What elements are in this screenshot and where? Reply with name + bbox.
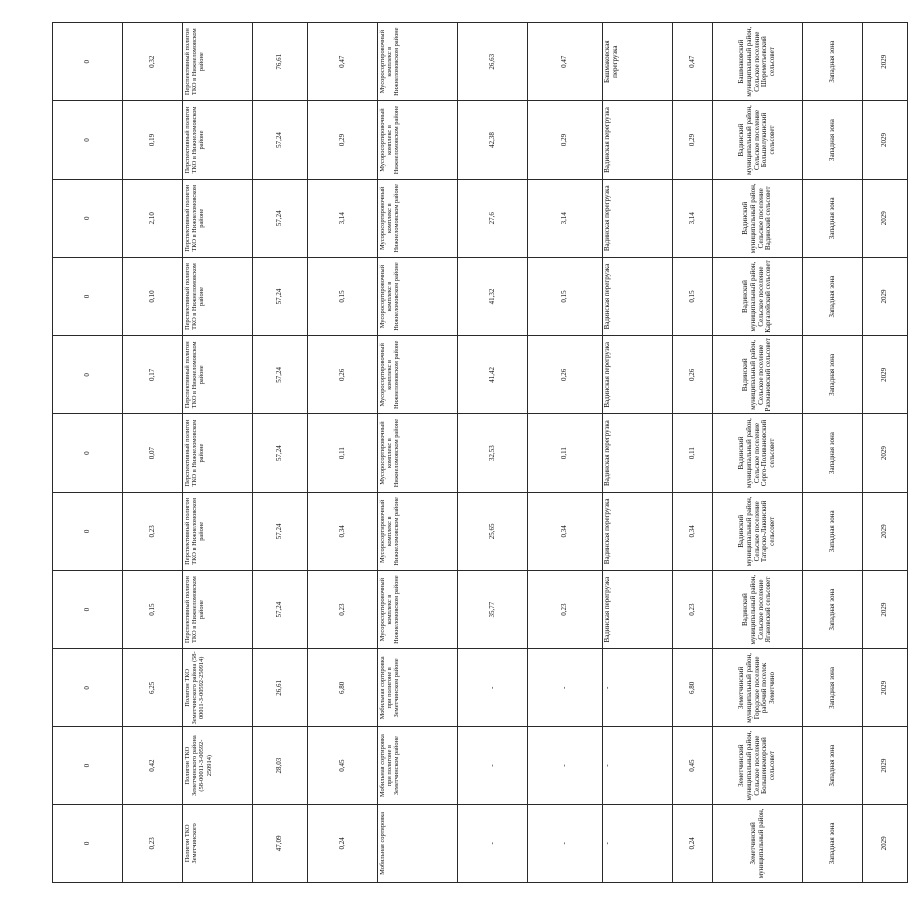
landfill-name-cell: Перспективный полигон ТКО в Нижнеломовском районе [183, 336, 253, 414]
transfer-station-cell: - [603, 727, 673, 804]
zone-cell: Западная зона [803, 23, 863, 101]
sorting-facility-cell: Мобильная сортировка [378, 804, 458, 882]
waste-flow-table [52, 22, 908, 883]
remainder-cell: 0 [53, 336, 123, 414]
landfill-name-cell: Перспективный полигон ТКО в Нижнеломовском районе [183, 257, 253, 335]
year-cell: 2029 [863, 23, 908, 101]
zone-cell: Западная зона [803, 492, 863, 570]
transfer-mass-cell: 0,15 [528, 257, 603, 335]
landfill-name-cell: Перспективный полигон ТКО в Нижнеломовском районе [183, 414, 253, 492]
municipality-cell: Вадинский муниципальный район, Сельское поселение Рахмановский сельсовет [713, 336, 803, 414]
table-row [603, 23, 673, 883]
table-row [713, 23, 803, 883]
remainder-cell: 0 [53, 727, 123, 804]
sorting-facility-cell: Мусоросортировочный комплекс в Нижнеломовском районе [378, 492, 458, 570]
remainder-cell: 0 [53, 570, 123, 648]
sorting-percent-cell: 57,24 [253, 101, 308, 179]
generated-mass-cell: 3,14 [673, 179, 713, 257]
sorting-mass-cell: 0,24 [308, 804, 378, 882]
sorting-percent-cell: 47,09 [253, 804, 308, 882]
generated-mass-cell: 0,34 [673, 492, 713, 570]
zone-cell: Западная зона [803, 804, 863, 882]
landfill-name-cell: Полигон ТКО Земетчинского района (58-00011-З-00592-250914) [183, 649, 253, 727]
table-row [528, 23, 603, 883]
table-row [308, 23, 378, 883]
transfer-station-cell: Вадинская перегрузка [603, 492, 673, 570]
transfer-percent-cell: 32,53 [458, 414, 528, 492]
sorting-percent-cell: 28,03 [253, 727, 308, 804]
municipality-cell: Вадинский муниципальный район, Сельское поселение Большелукинский сельсовет [713, 101, 803, 179]
transfer-percent-cell: 27,6 [458, 179, 528, 257]
table-row [863, 23, 908, 883]
landfill-mass-cell: 0,23 [123, 804, 183, 882]
year-cell: 2029 [863, 492, 908, 570]
generated-mass-cell: 0,47 [673, 23, 713, 101]
sorting-percent-cell: 57,24 [253, 414, 308, 492]
landfill-name-cell: Полигон ТКО Земетчинского [183, 804, 253, 882]
year-cell: 2029 [863, 179, 908, 257]
landfill-mass-cell: 0,15 [123, 570, 183, 648]
remainder-cell: 0 [53, 179, 123, 257]
year-cell: 2029 [863, 649, 908, 727]
sorting-mass-cell: 6,80 [308, 649, 378, 727]
municipality-cell: Башмаковский муниципальный район, Сельское поселение Шереметьевский сельсовет [713, 23, 803, 101]
generated-mass-cell: 0,26 [673, 336, 713, 414]
transfer-station-cell: Вадинская перегрузка [603, 414, 673, 492]
sorting-mass-cell: 0,11 [308, 414, 378, 492]
zone-cell: Западная зона [803, 727, 863, 804]
transfer-percent-cell: 41,32 [458, 257, 528, 335]
landfill-name-cell: Перспективный полигон ТКО в Нижнеломовском районе [183, 492, 253, 570]
sorting-facility-cell: Мобильная сортировка при полигоне в Земетчинском районе [378, 649, 458, 727]
year-cell: 2029 [863, 570, 908, 648]
year-cell: 2029 [863, 414, 908, 492]
transfer-mass-cell: 0,23 [528, 570, 603, 648]
transfer-mass-cell: 0,29 [528, 101, 603, 179]
remainder-cell: 0 [53, 101, 123, 179]
sorting-facility-cell: Мусоросортировочный комплекс в Нижнеломовском районе [378, 179, 458, 257]
zone-cell: Западная зона [803, 414, 863, 492]
sorting-mass-cell: 0,47 [308, 23, 378, 101]
zone-cell: Западная зона [803, 101, 863, 179]
landfill-mass-cell: 0,42 [123, 727, 183, 804]
landfill-name-cell: Перспективный полигон ТКО в Нижнеломовском районе [183, 101, 253, 179]
year-cell: 2029 [863, 727, 908, 804]
table-row [673, 23, 713, 883]
year-cell: 2029 [863, 257, 908, 335]
sorting-facility-cell: Мусоросортировочный комплекс в Нижнеломовском районе [378, 414, 458, 492]
landfill-mass-cell: 6,25 [123, 649, 183, 727]
transfer-percent-cell: - [458, 804, 528, 882]
transfer-percent-cell: - [458, 727, 528, 804]
sorting-facility-cell: Мусоросортировочный комплекс в Нижнеломовском районе [378, 23, 458, 101]
sorting-mass-cell: 0,45 [308, 727, 378, 804]
remainder-cell: 0 [53, 414, 123, 492]
landfill-mass-cell: 0,07 [123, 414, 183, 492]
sorting-facility-cell: Мусоросортировочный комплекс в Нижнеломовском районе [378, 257, 458, 335]
transfer-percent-cell: 42,38 [458, 101, 528, 179]
sorting-mass-cell: 0,26 [308, 336, 378, 414]
sorting-percent-cell: 57,24 [253, 336, 308, 414]
transfer-station-cell: - [603, 804, 673, 882]
sorting-facility-cell: Мусоросортировочный комплекс в Нижнеломовском районе [378, 570, 458, 648]
table-row [53, 23, 123, 883]
municipality-cell: Вадинский муниципальный район, Сельское поселение Ягановский сельсовет [713, 570, 803, 648]
generated-mass-cell: 0,15 [673, 257, 713, 335]
generated-mass-cell: 0,11 [673, 414, 713, 492]
table-row [378, 23, 458, 883]
sorting-percent-cell: 26,61 [253, 649, 308, 727]
remainder-cell: 0 [53, 649, 123, 727]
transfer-station-cell: Вадинская перегрузка [603, 336, 673, 414]
transfer-mass-cell: 0,47 [528, 23, 603, 101]
landfill-name-cell: Полигон ТКО Земетчинского района (58-00011-З-00592-250914) [183, 727, 253, 804]
municipality-cell: Вадинский муниципальный район, Сельское поселение Татарско-Лакинский сельсовет [713, 492, 803, 570]
sorting-percent-cell: 76,61 [253, 23, 308, 101]
year-cell: 2029 [863, 804, 908, 882]
generated-mass-cell: 0,23 [673, 570, 713, 648]
sorting-facility-cell: Мусоросортировочный комплекс в Нижнеломовском районе [378, 101, 458, 179]
transfer-percent-cell: 25,65 [458, 492, 528, 570]
municipality-cell: Земетчинский муниципальный район, Городское поселение рабочий поселок Земетчино [713, 649, 803, 727]
remainder-cell: 0 [53, 257, 123, 335]
transfer-mass-cell: 0,26 [528, 336, 603, 414]
sorting-percent-cell: 57,24 [253, 179, 308, 257]
landfill-mass-cell: 0,19 [123, 101, 183, 179]
transfer-station-cell: Башмаковская перегрузка [603, 23, 673, 101]
landfill-name-cell: Перспективный полигон ТКО в Нижнеломовском районе [183, 570, 253, 648]
generated-mass-cell: 0,29 [673, 101, 713, 179]
landfill-name-cell: Перспективный полигон ТКО в Нижнеломовском районе [183, 23, 253, 101]
year-cell: 2029 [863, 101, 908, 179]
generated-mass-cell: 0,45 [673, 727, 713, 804]
transfer-station-cell: Вадинская перегрузка [603, 570, 673, 648]
table-body [53, 23, 908, 883]
sorting-percent-cell: 57,24 [253, 570, 308, 648]
sorting-mass-cell: 0,23 [308, 570, 378, 648]
municipality-cell: Вадинский муниципальный район, Сельское поселение Каргалейский сельсовет [713, 257, 803, 335]
zone-cell: Западная зона [803, 179, 863, 257]
remainder-cell: 0 [53, 492, 123, 570]
municipality-cell: Земетчинский муниципальный район, Сельское поселение Большеижморский сельсовет [713, 727, 803, 804]
table-row [253, 23, 308, 883]
transfer-percent-cell: - [458, 649, 528, 727]
generated-mass-cell: 0,24 [673, 804, 713, 882]
table-row [803, 23, 863, 883]
transfer-station-cell: Вадинская перегрузка [603, 101, 673, 179]
landfill-mass-cell: 0,10 [123, 257, 183, 335]
transfer-percent-cell: 26,63 [458, 23, 528, 101]
sorting-percent-cell: 57,24 [253, 492, 308, 570]
zone-cell: Западная зона [803, 257, 863, 335]
zone-cell: Западная зона [803, 336, 863, 414]
year-cell: 2029 [863, 336, 908, 414]
landfill-name-cell: Перспективный полигон ТКО в Нижнеломовском районе [183, 179, 253, 257]
sorting-facility-cell: Мобильная сортировка при полигоне в Земетчинском районе [378, 727, 458, 804]
table-row [183, 23, 253, 883]
transfer-mass-cell: 0,34 [528, 492, 603, 570]
landfill-mass-cell: 0,23 [123, 492, 183, 570]
landfill-mass-cell: 2,10 [123, 179, 183, 257]
transfer-station-cell: Вадинская перегрузка [603, 257, 673, 335]
municipality-cell: Вадинский муниципальный район, Сельское поселение Серго-Поливановский сельсовет [713, 414, 803, 492]
remainder-cell: 0 [53, 804, 123, 882]
sorting-mass-cell: 0,15 [308, 257, 378, 335]
table-row [123, 23, 183, 883]
sorting-facility-cell: Мусоросортировочный комплекс в Нижнеломовском районе [378, 336, 458, 414]
transfer-mass-cell: 0,11 [528, 414, 603, 492]
transfer-station-cell: - [603, 649, 673, 727]
transfer-station-cell: Вадинская перегрузка [603, 179, 673, 257]
municipality-cell: Вадинский муниципальный район, Сельское поселение Вадинский сельсовет [713, 179, 803, 257]
sorting-mass-cell: 3,14 [308, 179, 378, 257]
landfill-mass-cell: 0,32 [123, 23, 183, 101]
transfer-mass-cell: - [528, 804, 603, 882]
transfer-percent-cell: 41,42 [458, 336, 528, 414]
landfill-mass-cell: 0,17 [123, 336, 183, 414]
transfer-mass-cell: 3,14 [528, 179, 603, 257]
sorting-percent-cell: 57,24 [253, 257, 308, 335]
generated-mass-cell: 6,80 [673, 649, 713, 727]
zone-cell: Западная зона [803, 570, 863, 648]
zone-cell: Западная зона [803, 649, 863, 727]
transfer-mass-cell: - [528, 727, 603, 804]
transfer-percent-cell: 35,77 [458, 570, 528, 648]
remainder-cell: 0 [53, 23, 123, 101]
table-row [458, 23, 528, 883]
municipality-cell: Земетчинский муниципальный район, [713, 804, 803, 882]
transfer-mass-cell: - [528, 649, 603, 727]
sorting-mass-cell: 0,29 [308, 101, 378, 179]
sorting-mass-cell: 0,34 [308, 492, 378, 570]
